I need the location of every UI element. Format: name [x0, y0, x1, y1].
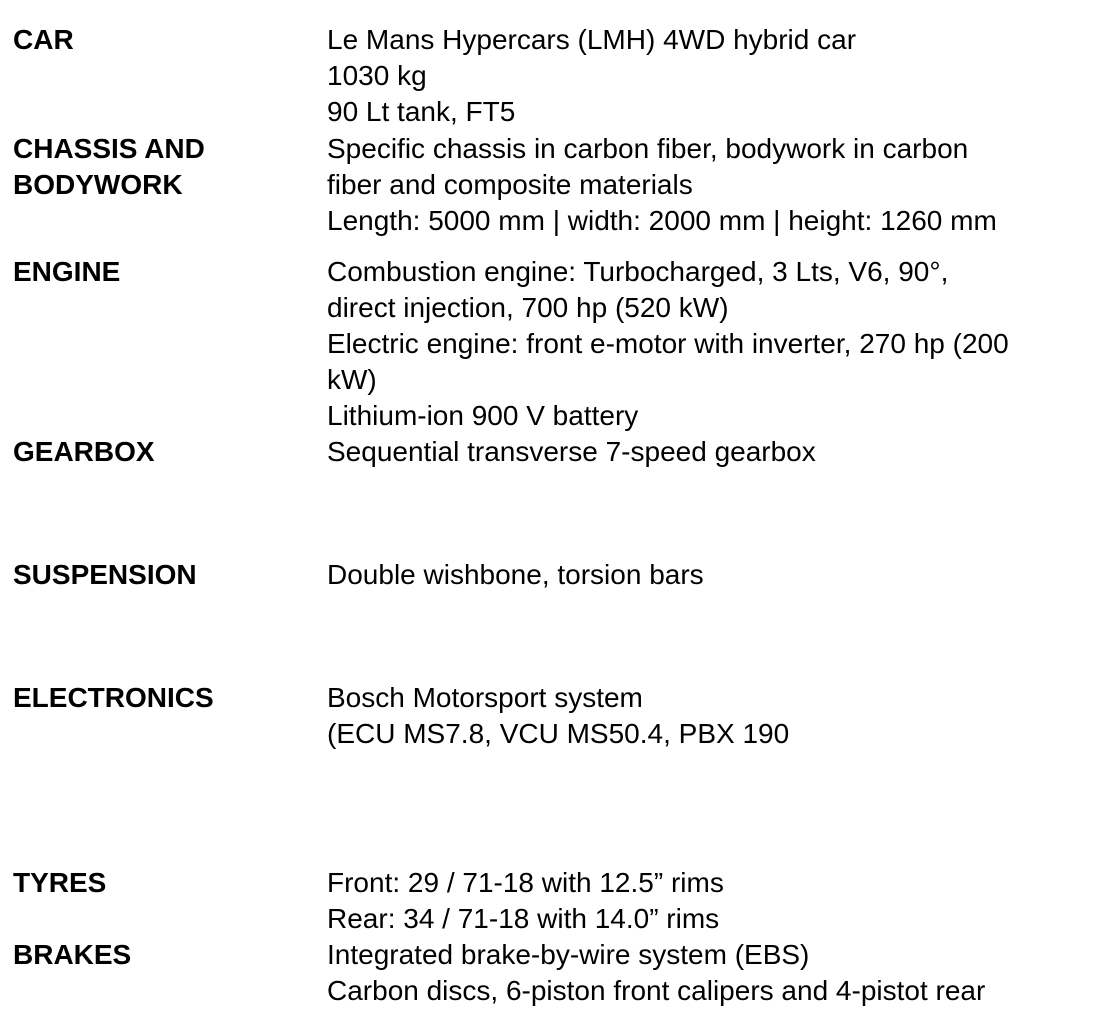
spec-value-line: Lithium-ion 900 V battery	[327, 400, 639, 431]
spec-value-brakes	[327, 937, 1097, 1009]
spec-value-line: Double wishbone, torsion bars	[327, 559, 704, 590]
spec-value-line: Combustion engine: Turbocharged, 3 Lts, V6, 90°,	[327, 256, 949, 287]
spec-value-line: Specific chassis in carbon fiber, bodywork in carbon	[327, 133, 969, 164]
spec-value-line: Rear: 34 / 71-18 with 14.0” rims	[327, 903, 720, 934]
spec-label-line: BODYWORK	[13, 169, 183, 200]
spec-label-electronics	[13, 680, 313, 716]
spec-value-suspension	[327, 557, 1097, 593]
spec-value-line: Length: 5000 mm | width: 2000 mm | height: 1260 mm	[327, 205, 997, 236]
spec-label-line: GEARBOX	[13, 436, 155, 467]
spec-value-car	[327, 22, 1097, 130]
spec-value-engine	[327, 254, 1097, 434]
spec-label-brakes	[13, 937, 313, 973]
spec-value-chassis	[327, 131, 1097, 239]
spec-label-gearbox	[13, 434, 313, 470]
spec-label-line: TYRES	[13, 867, 107, 898]
spec-value-line: 1030 kg	[327, 60, 427, 91]
spec-label-line: ENGINE	[13, 256, 121, 287]
spec-value-line: 90 Lt tank, FT5	[327, 96, 516, 127]
spec-label-car	[13, 22, 313, 58]
spec-value-line: (ECU MS7.8, VCU MS50.4, PBX 190	[327, 718, 790, 749]
spec-label-line: ELECTRONICS	[13, 682, 214, 713]
spec-label-tyres	[13, 865, 313, 901]
spec-label-suspension	[13, 557, 313, 593]
spec-value-tyres	[327, 865, 1097, 937]
spec-value-electronics	[327, 680, 1097, 752]
spec-value-line: Integrated brake-by-wire system (EBS)	[327, 939, 810, 970]
spec-value-line: kW)	[327, 364, 377, 395]
spec-value-line: Bosch Motorsport system	[327, 682, 643, 713]
spec-value-line: Front: 29 / 71-18 with 12.5” rims	[327, 867, 724, 898]
spec-label-engine	[13, 254, 313, 290]
spec-value-gearbox	[327, 434, 1097, 470]
spec-value-line: Electric engine: front e-motor with inverter, 270 hp (200	[327, 328, 1009, 359]
spec-label-line: BRAKES	[13, 939, 132, 970]
spec-label-line: SUSPENSION	[13, 559, 197, 590]
spec-value-line: Le Mans Hypercars (LMH) 4WD hybrid car	[327, 24, 857, 55]
spec-value-line: Sequential transverse 7-speed gearbox	[327, 436, 816, 467]
spec-value-line: fiber and composite materials	[327, 169, 693, 200]
spec-value-line: Carbon discs, 6-piston front calipers and 4-pistot rear	[327, 975, 986, 1006]
spec-value-line: direct injection, 700 hp (520 kW)	[327, 292, 729, 323]
spec-label-chassis	[13, 131, 313, 203]
spec-label-line: CAR	[13, 24, 74, 55]
spec-label-line: CHASSIS AND	[13, 133, 205, 164]
